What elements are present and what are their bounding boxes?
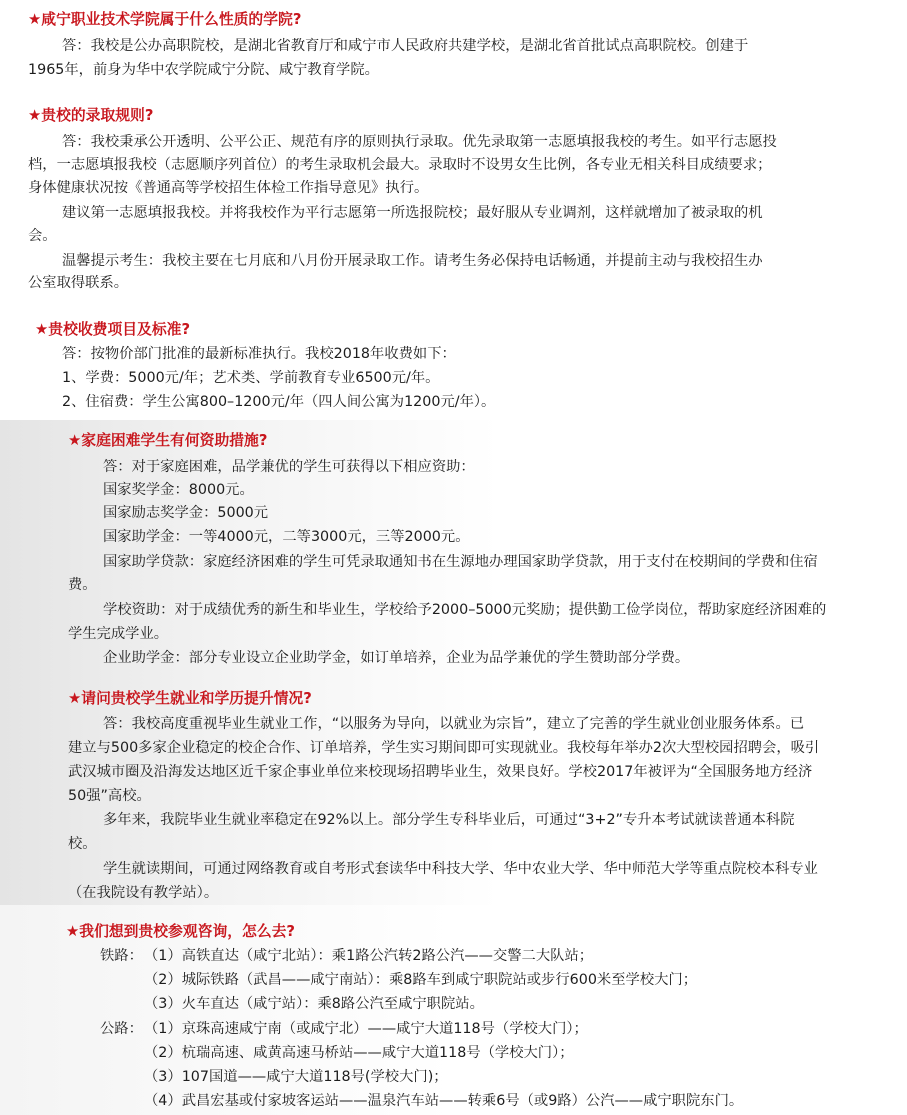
road-label: 公路： bbox=[100, 1021, 143, 1037]
answer-line: 国家励志奖学金：5000元 bbox=[103, 505, 269, 521]
answer-line: 学生就读期间，可通过网络教育或自考形式套读华中科技大学、华中农业大学、华中师范大学等重点院校本科专业 bbox=[103, 861, 818, 877]
answer-line: 建立与500多家企业稳定的校企合作、订单培养，学生实习期间即可实现就业。我校每年举办2次大型校园招聘会，吸引 bbox=[68, 740, 820, 756]
faq-heading: ★家庭困难学生有何资助措施? bbox=[68, 432, 268, 449]
faq-heading: ★咸宁职业技术学院属于什么性质的学院? bbox=[28, 11, 302, 28]
answer-line: 建议第一志愿填报我校。并将我校作为平行志愿第一所选报院校；最好服从专业调剂，这样就增加了被录取的机 bbox=[62, 205, 763, 221]
route-line: （3）火车直达（咸宁站）：乘8路公汽至咸宁职院站。 bbox=[144, 996, 484, 1012]
answer-line: 校。 bbox=[68, 836, 97, 852]
answer-line: 1965年，前身为华中农学院咸宁分院、咸宁教育学院。 bbox=[28, 62, 379, 78]
route-line: （1）高铁直达（咸宁北站）：乘1路公汽转2路公汽——交警二大队站； bbox=[144, 948, 594, 964]
answer-line: 答：我校是公办高职院校，是湖北省教育厅和咸宁市人民政府共建学校，是湖北省首批试点高职院校。创建于 bbox=[62, 38, 749, 54]
answer-line: 费。 bbox=[68, 577, 97, 593]
star-icon: ★ bbox=[35, 321, 49, 338]
star-icon: ★ bbox=[66, 923, 80, 940]
star-icon: ★ bbox=[68, 432, 82, 449]
answer-line: 答：对于家庭困难，品学兼优的学生可获得以下相应资助： bbox=[103, 459, 475, 475]
answer-line: 企业助学金：部分专业设立企业助学金，如订单培养，企业为品学兼优的学生赞助部分学费。 bbox=[103, 650, 690, 666]
answer-line: 答：我校秉承公开透明、公平公正、规范有序的原则执行录取。优先录取第一志愿填报我校的考生。如平行志愿投 bbox=[62, 134, 777, 150]
route-line: （4）武昌宏基或付家坡客运站——温泉汽车站——转乘6号（或9路）公汽——咸宁职院东门。 bbox=[144, 1093, 744, 1109]
answer-line: 会。 bbox=[28, 228, 57, 244]
route-line: （3）107国道——咸宁大道118号(学校大门)； bbox=[144, 1069, 448, 1085]
answer-line: 50强”高校。 bbox=[68, 788, 151, 804]
answer-line: 国家奖学金：8000元。 bbox=[103, 482, 254, 498]
faq-heading: ★请问贵校学生就业和学历提升情况? bbox=[68, 690, 312, 707]
answer-line: 答：我校高度重视毕业生就业工作，“以服务为导向，以就业为宗旨”，建立了完善的学生就业创业服务体系。已 bbox=[103, 716, 805, 732]
route-line: （2）城际铁路（武昌——咸宁南站）：乘8路车到咸宁职院站或步行600米至学校大门； bbox=[144, 972, 698, 988]
answer-line: 多年来，我院毕业生就业率稳定在92%以上。部分学生专科毕业后，可通过“3+2”专升本考试就读普通本科院 bbox=[103, 812, 795, 828]
answer-line: 武汉城市圈及沿海发达地区近千家企事业单位来校现场招聘毕业生，效果良好。学校2017年被评为“全国服务地方经济 bbox=[68, 764, 813, 780]
faq-heading: ★贵校收费项目及标准? bbox=[35, 321, 191, 338]
answer-line: 公室取得联系。 bbox=[28, 275, 129, 291]
answer-line: 2、住宿费：学生公寓800–1200元/年（四人间公寓为1200元/年）。 bbox=[62, 394, 496, 410]
answer-line: 国家助学金：一等4000元，二等3000元，三等2000元。 bbox=[103, 529, 470, 545]
answer-line: 身体健康状况按《普通高等学校招生体检工作指导意见》执行。 bbox=[28, 180, 429, 196]
answer-line: 国家助学贷款：家庭经济困难的学生可凭录取通知书在生源地办理国家助学贷款，用于支付在校期间的学费和住宿 bbox=[103, 554, 818, 570]
faq-heading: ★贵校的录取规则? bbox=[28, 107, 154, 124]
answer-line: 温馨提示考生：我校主要在七月底和八月份开展录取工作。请考生务必保持电话畅通，并提前主动与我校招生办 bbox=[62, 253, 763, 269]
rail-label: 铁路： bbox=[100, 948, 143, 964]
route-line: （2）杭瑞高速、咸黄高速马桥站——咸宁大道118号（学校大门）； bbox=[144, 1045, 574, 1061]
star-icon: ★ bbox=[28, 11, 42, 28]
answer-line: 档，一志愿填报我校（志愿顺序列首位）的考生录取机会最大。录取时不设男女生比例，各专业无相关科目成绩要求； bbox=[28, 157, 772, 173]
answer-line: 答：按物价部门批准的最新标准执行。我校2018年收费如下： bbox=[62, 346, 456, 362]
star-icon: ★ bbox=[28, 107, 42, 124]
answer-line: 1、学费：5000元/年；艺术类、学前教育专业6500元/年。 bbox=[62, 370, 440, 386]
star-icon: ★ bbox=[68, 690, 82, 707]
answer-line: （在我院设有教学站）。 bbox=[68, 885, 219, 901]
answer-line: 学生完成学业。 bbox=[68, 626, 169, 642]
route-line: （1）京珠高速咸宁南（或咸宁北）——咸宁大道118号（学校大门）； bbox=[144, 1021, 588, 1037]
answer-line: 学校资助：对于成绩优秀的新生和毕业生，学校给予2000–5000元奖励；提供勤工俭学岗位，帮助家庭经济困难的 bbox=[103, 602, 827, 618]
faq-heading: ★我们想到贵校参观咨询，怎么去? bbox=[66, 923, 296, 940]
